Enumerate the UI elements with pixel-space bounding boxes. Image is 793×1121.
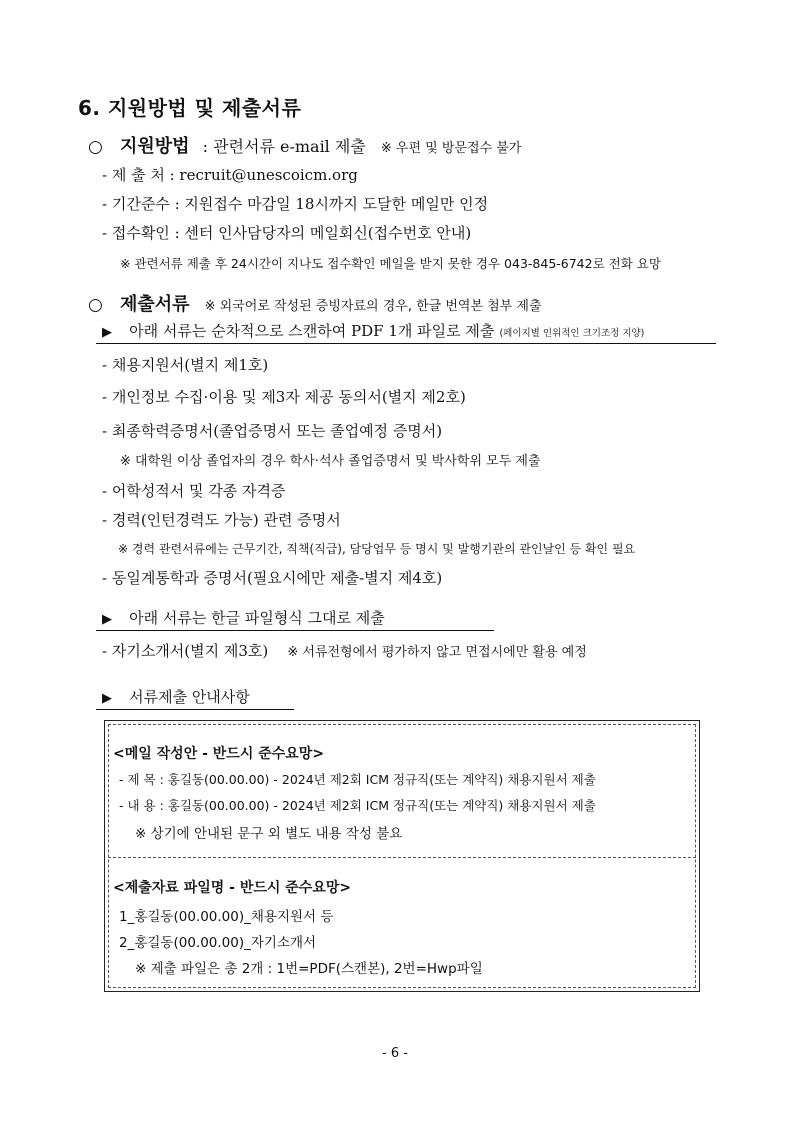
file-guide-title: <제출자료 파일명 - 반드시 준수요망>: [113, 880, 352, 896]
triangle-right-icon: ▶: [102, 691, 112, 706]
doc-item-self-intro-row: [102, 640, 587, 661]
method-note: ※ 우편 및 방문접수 불가: [380, 141, 522, 156]
docs-title: 제출서류: [119, 294, 190, 315]
mail-guide-body: - 내 용 : 홍길동(00.00.00) - 2024년 제2회 ICM 정규직(또는 계약직) 채용지원서 제출: [119, 798, 596, 813]
doc-item-application: - 채용지원서(별지 제1호): [102, 356, 269, 374]
doc-item-self-intro: - 자기소개서(별지 제3호): [102, 642, 269, 660]
group3-header: [96, 686, 294, 710]
file-guide-line2: 2_홍길동(00.00.00)_자기소개서: [119, 935, 317, 951]
mail-guide-note: ※ 상기에 안내된 문구 외 별도 내용 작성 불요: [135, 826, 403, 842]
docs-note: ※ 외국어로 작성된 증빙자료의 경우, 한글 번역본 첨부 제출: [204, 299, 542, 314]
group1-title: 아래 서류는 순차적으로 스캔하여 PDF 1개 파일로 제출: [129, 322, 495, 340]
group3-title: 서류제출 안내사항: [129, 688, 250, 706]
method-item-confirmation: - 접수확인 : 센터 인사담당자의 메일회신(접수번호 안내): [102, 224, 472, 242]
page-number: - 6 -: [382, 1046, 408, 1061]
group2-header: [96, 607, 494, 631]
docs-row: [88, 290, 542, 316]
group1-title-small: (페이지별 인위적인 크기조정 지양): [499, 328, 645, 339]
method-item-deadline: - 기간준수 : 지원접수 마감일 18시까지 도달한 메일만 인정: [102, 195, 489, 213]
guidance-box-divider: [108, 857, 696, 858]
mail-guide-title: <메일 작성안 - 반드시 준수요망>: [113, 746, 325, 762]
circle-bullet-icon: ○: [88, 137, 103, 157]
group2-title: 아래 서류는 한글 파일형식 그대로 제출: [129, 609, 385, 627]
file-guide-line1: 1_홍길동(00.00.00)_채용지원서 등: [119, 909, 334, 925]
doc-note-career: ※ 경력 관련서류에는 근무기간, 직책(직급), 담당업무 등 명시 및 발행기관의 관인날인 등 확인 필요: [118, 542, 636, 556]
method-item-recipient: - 제 출 처 : recruit@unescoicm.org: [102, 166, 358, 184]
doc-note-education: ※ 대학원 이상 졸업자의 경우 학사·석사 졸업증명서 및 박사학위 모두 제출: [120, 454, 541, 469]
doc-item-privacy-consent: - 개인정보 수집·이용 및 제3자 제공 동의서(별지 제2호): [102, 388, 466, 406]
mail-guide-subject: - 제 목 : 홍길동(00.00.00) - 2024년 제2회 ICM 정규직(또는 계약직) 채용지원서 제출: [119, 772, 596, 787]
doc-item-career: - 경력(인턴경력도 가능) 관련 증명서: [102, 511, 341, 529]
triangle-right-icon: ▶: [102, 612, 112, 627]
doc-note-self-intro: ※ 서류전형에서 평가하지 않고 면접시에만 활용 예정: [287, 645, 587, 660]
doc-item-education: - 최종학력증명서(졸업증명서 또는 졸업예정 증명서): [102, 422, 443, 440]
file-guide-note: ※ 제출 파일은 총 2개 : 1번=PDF(스캔본), 2번=Hwp파일: [135, 961, 483, 977]
guidance-box: [104, 720, 700, 992]
method-footnote: ※ 관련서류 제출 후 24시간이 지나도 접수확인 메일을 받지 못한 경우 043-845-6742로 전화 요망: [120, 256, 661, 271]
method-description: : 관련서류 e-mail 제출: [202, 137, 366, 156]
method-row: [88, 132, 521, 158]
triangle-right-icon: ▶: [102, 325, 112, 340]
doc-item-major: - 동일계통학과 증명서(필요시에만 제출-별지 제4호): [102, 569, 443, 587]
section-heading: 6. 지원방법 및 제출서류: [78, 96, 302, 120]
doc-item-language: - 어학성적서 및 각종 자격증: [102, 482, 286, 500]
group1-header: [96, 320, 716, 344]
method-title: 지원방법: [119, 136, 190, 157]
circle-bullet-icon: ○: [88, 295, 103, 315]
